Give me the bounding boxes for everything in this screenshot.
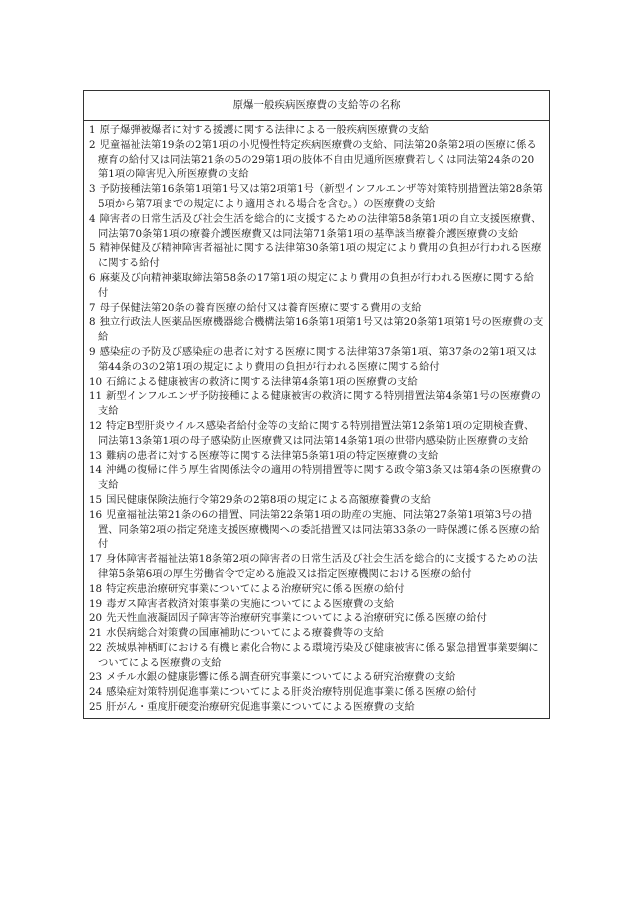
list-item: [89, 685, 544, 700]
table-header: 原爆一般疾病医療費の支給等の名称: [84, 91, 549, 121]
list-item: [89, 508, 544, 552]
list-item: [89, 212, 544, 242]
list-item: [89, 626, 544, 641]
item-text: 精神保健及び精神障害者福祉に関する法律第30条第1項の規定により費用の負担が行われる医療に関する給付: [98, 242, 542, 270]
list-item: [89, 315, 544, 345]
list-item: [89, 301, 544, 316]
item-text: 児童福祉法第19条の2第1項の小児慢性特定疾病医療費の支給、同法第20条第2項の医療に係る療育の給付又は同法第21条の5の29第1項の肢体不自由児通所医療費若しくは同法第24条の20第1項の障害児入所医療費の支給: [98, 138, 537, 181]
item-number: 10: [89, 375, 103, 388]
list-item: [89, 449, 544, 464]
item-text: 感染症の予防及び感染症の患者に対する医療に関する法律第37条第1項、第37条の2第1項又は第44条の3の2第1項の規定により費用の負担が行われる医療に関する給付: [98, 345, 537, 373]
list-item: [89, 419, 544, 449]
list-item: [89, 389, 544, 419]
list-item: [89, 700, 544, 715]
item-number: 8: [89, 316, 96, 329]
list-item: [89, 597, 544, 612]
item-number: 23: [89, 671, 103, 684]
item-number: 18: [89, 582, 103, 595]
item-number: 12: [89, 419, 103, 432]
item-text: 感染症対策特別促進事業についてによる肝炎治療特別促進事業に係る医療の給付: [106, 686, 477, 699]
list-item: [89, 182, 544, 212]
item-number: 9: [89, 345, 96, 358]
item-number: 11: [89, 390, 103, 403]
item-number: 3: [89, 183, 96, 196]
list-item: [89, 463, 544, 493]
item-text: 毒ガス障害者救済対策事業の実施についてによる医療費の支給: [106, 597, 395, 610]
item-text: 水俣病総合対策費の国庫補助についてによる療養費等の支給: [106, 627, 384, 640]
item-text: 特定B型肝炎ウイルス感染者給付金等の支給に関する特別措置法第12条第1項の定期検査費、同法第13条第1項の母子感染防止医療費又は同法第14条第1項の世帯内感染防止医療費の支給: [98, 419, 535, 447]
list-item: [89, 271, 544, 301]
list-item: [89, 670, 544, 685]
item-text: 石綿による健康被害の救済に関する法律第4条第1項の医療費の支給: [106, 375, 418, 388]
item-text: 障害者の日常生活及び社会生活を総合的に支援するための法律第58条第1項の自立支援医療費、同法第70条第1項の療養介護医療費又は同法第71条第1項の基準該当療養介護医療費の支給: [98, 212, 542, 240]
item-number: 21: [89, 627, 103, 640]
item-number: 15: [89, 493, 103, 506]
item-text: 難病の患者に対する医療等に関する法律第5条第1項の特定医療費の支給: [106, 449, 439, 462]
item-number: 5: [89, 242, 96, 255]
item-number: 19: [89, 597, 103, 610]
item-number: 20: [89, 612, 103, 625]
list-item: [89, 582, 544, 597]
item-text: 予防接種法第16条第1項第1号又は第2項第1号（新型インフルエンザ等対策特別措置法第28条第5項から第7項までの規定により適用される場合を含む。）の医療費の支給: [98, 183, 543, 210]
item-number: 25: [89, 701, 103, 714]
item-number: 17: [89, 553, 103, 566]
list-item: [89, 241, 544, 271]
item-number: 6: [89, 271, 96, 284]
list-item: [89, 138, 544, 182]
item-text: 茨城県神栖町における有機ヒ素化合物による環境汚染及び健康被害に係る緊急措置事業要綱についてによる医療費の支給: [98, 641, 539, 669]
list-item: [89, 345, 544, 375]
item-text: 麻薬及び向精神薬取締法第58条の17第1項の規定により費用の負担が行われる医療に関する給付: [98, 271, 534, 299]
item-number: 4: [89, 212, 96, 225]
item-number: 1: [89, 124, 96, 136]
list-item: [89, 611, 544, 626]
item-number: 16: [89, 508, 103, 521]
item-number: 13: [89, 449, 103, 462]
item-number: 2: [89, 138, 96, 151]
item-text: 肝がん・重度肝硬変治療研究促進事業についてによる医療費の支給: [106, 701, 415, 714]
list-item: [89, 375, 544, 390]
table-body: [84, 121, 549, 718]
item-text: メチル水銀の健康影響に係る調査研究事業についてによる研究治療費の支給: [106, 671, 456, 684]
item-text: 原子爆弾被爆者に対する援護に関する法律による一般疾病医療費の支給: [99, 124, 430, 136]
item-text: 先天性血液凝固因子障害等治療研究事業についてによる治療研究に係る医療の給付: [106, 612, 487, 625]
item-number: 7: [89, 301, 96, 314]
item-text: 母子保健法第20条の養育医療の給付又は養育医療に要する費用の支給: [99, 301, 422, 314]
item-number: 22: [89, 641, 103, 654]
list-item: [89, 641, 544, 671]
item-text: 児童福祉法第21条の6の措置、同法第22条第1項の助産の実施、同法第27条第1項第3号の措置、同条第2項の指定発達支援医療機関への委託措置又は同法第33条の一時保護に係る医療の給付: [98, 508, 540, 551]
list-item: [89, 493, 544, 508]
item-number: 24: [89, 686, 103, 699]
item-text: 新型インフルエンザ予防接種による健康被害の救済に関する特別措置法第4条第1号の医療費の支給: [98, 390, 541, 418]
list-item: [89, 123, 544, 138]
document-table: [83, 90, 550, 719]
item-text: 独立行政法人医薬品医療機器総合機構法第16条第1項第1号又は第20条第1項第1号の医療費の支給: [98, 316, 544, 344]
item-text: 国民健康保険法施行令第29条の2第8項の規定による高額療養費の支給: [106, 493, 431, 506]
list-item: [89, 552, 544, 582]
item-text: 沖縄の復帰に伴う厚生省関係法令の適用の特別措置等に関する政令第3条又は第4条の医療費の支給: [98, 464, 542, 492]
item-text: 特定疾患治療研究事業についてによる治療研究に係る医療の給付: [106, 582, 405, 595]
item-text: 身体障害者福祉法第18条第2項の障害者の日常生活及び社会生活を総合的に支援するための法律第5条第6項の厚生労働省令で定める施設又は指定医療機関における医療の給付: [98, 553, 538, 580]
item-number: 14: [89, 464, 103, 477]
